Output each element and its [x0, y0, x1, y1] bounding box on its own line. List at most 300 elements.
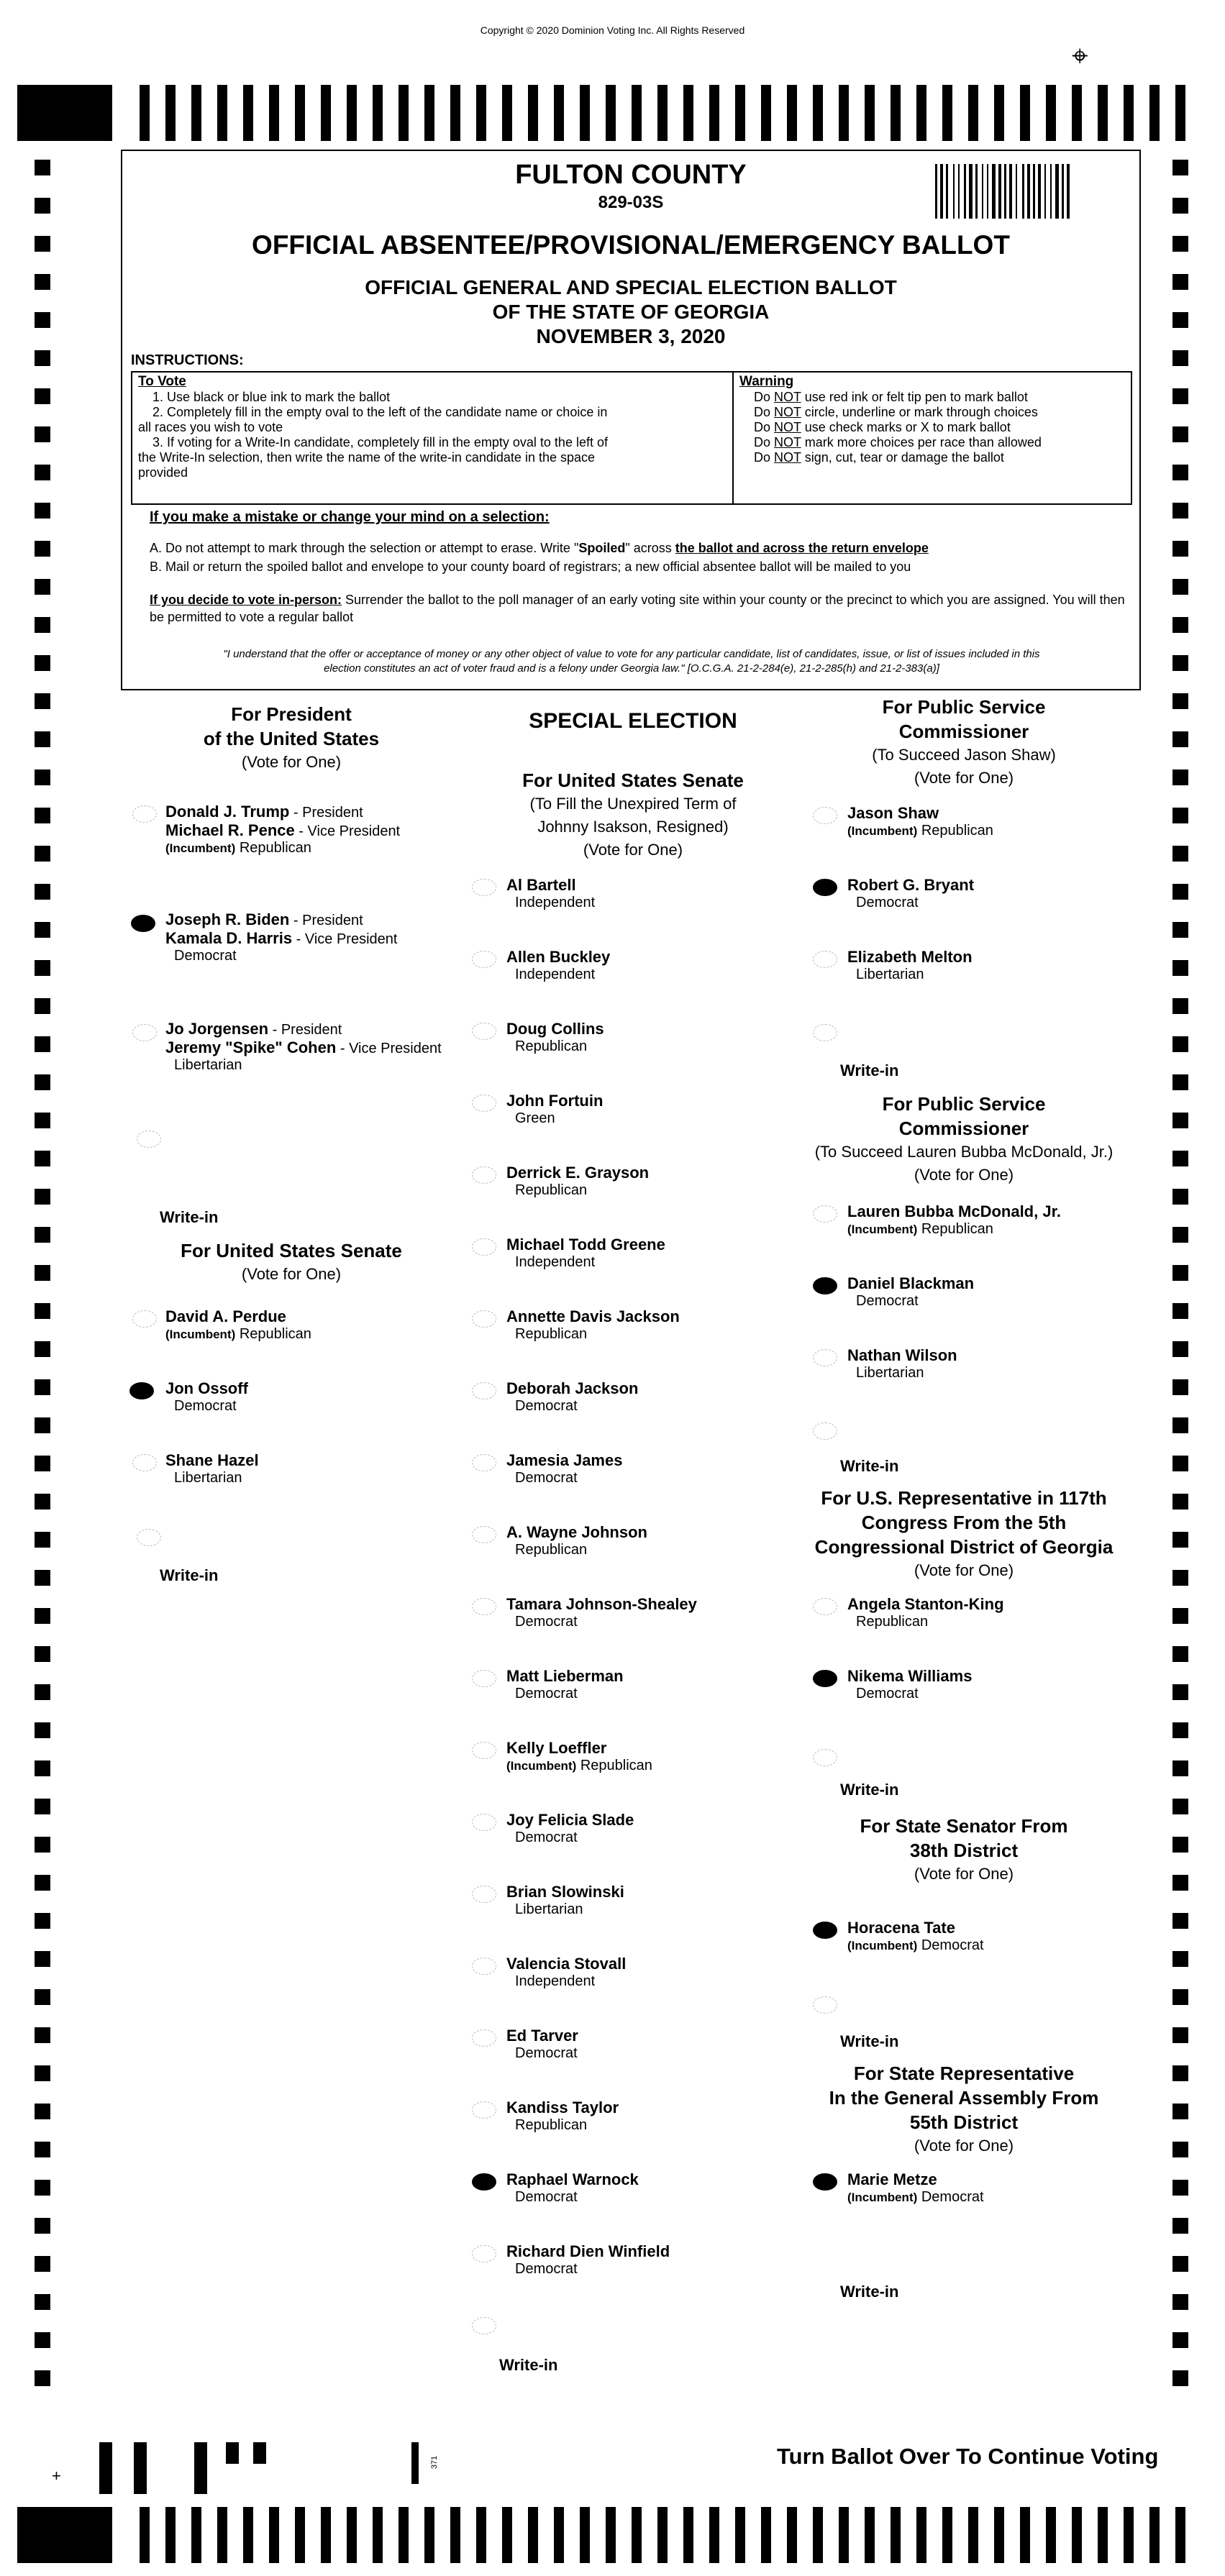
vote-oval[interactable]: [472, 1238, 496, 1256]
write-in-oval[interactable]: [813, 1024, 837, 1041]
election-date: NOVEMBER 3, 2020: [536, 325, 726, 347]
candidate-entry: [506, 1955, 626, 1990]
candidate-party: Independent: [515, 895, 596, 910]
warning-line: [739, 450, 1128, 465]
warning-line: [739, 390, 1128, 405]
race-title: For State Representative: [853, 2063, 1075, 2084]
candidate-name: Marie Metze: [847, 2170, 937, 2188]
candidate-name: Jason Shaw: [847, 804, 939, 822]
race-title: For Public Service: [882, 1093, 1046, 1115]
candidate-role: - Vice President: [292, 931, 398, 947]
timing-mark: [243, 85, 253, 141]
candidate-name: Kelly Loeffler: [506, 1739, 607, 1757]
candidate-entry: [506, 948, 610, 983]
side-timing-mark: [35, 2332, 50, 2348]
candidate-name: Nikema Williams: [847, 1667, 973, 1685]
timing-mark: [373, 85, 383, 141]
write-in-label: Write-in: [840, 1061, 899, 1079]
side-timing-mark: [35, 1113, 50, 1128]
timing-mark: [891, 85, 901, 141]
side-timing-mark: [35, 2104, 50, 2119]
vote-for-label: (Vote for One): [914, 769, 1014, 787]
side-timing-mark: [35, 1265, 50, 1281]
timing-mark: [528, 2507, 538, 2563]
side-timing-mark: [1172, 2218, 1188, 2234]
vote-oval[interactable]: [132, 805, 157, 823]
vote-oval[interactable]: [472, 1742, 496, 1759]
timing-mark: [657, 85, 668, 141]
side-timing-mark: [1172, 2027, 1188, 2043]
vote-oval[interactable]: [132, 1310, 157, 1328]
side-timing-mark: [35, 1646, 50, 1662]
candidate-entry: [506, 1020, 604, 1055]
vote-oval[interactable]: [472, 1598, 496, 1615]
timing-mark: [787, 85, 797, 141]
candidate-party: Republican: [917, 823, 993, 839]
side-timing-mark: [1172, 2065, 1188, 2081]
vote-oval[interactable]: [472, 1166, 496, 1184]
side-timing-mark: [35, 1570, 50, 1586]
vote-oval-marked[interactable]: [813, 1277, 837, 1294]
candidate-party: Libertarian: [174, 1470, 242, 1486]
timing-mark: [839, 85, 849, 141]
side-timing-mark: [1172, 1722, 1188, 1738]
timing-mark: [373, 2507, 383, 2563]
candidate-entry: [506, 2027, 578, 2062]
vote-oval[interactable]: [813, 1349, 837, 1366]
vote-oval[interactable]: [472, 1958, 496, 1975]
candidate-party: Democrat: [917, 2189, 984, 2205]
side-timing-mark: [1172, 846, 1188, 862]
in-person-heading: If you decide to vote in-person:: [150, 593, 342, 607]
candidate-entry: [506, 1595, 697, 1630]
vote-oval-marked[interactable]: [813, 1922, 837, 1939]
side-timing-mark: [1172, 1875, 1188, 1891]
candidate-party: Republican: [515, 1182, 588, 1198]
vote-oval[interactable]: [813, 1598, 837, 1615]
incumbent-label: (Incumbent): [847, 824, 918, 838]
mistake-heading: If you make a mistake or change your mind on a selection:: [150, 509, 550, 525]
write-in-oval[interactable]: [137, 1131, 161, 1148]
candidate-entry: [506, 2098, 619, 2134]
timing-mark: [424, 2507, 434, 2563]
side-timing-mark: [35, 846, 50, 862]
timing-mark: [1149, 85, 1160, 141]
side-timing-mark: [1172, 1570, 1188, 1586]
candidate-name: Al Bartell: [506, 876, 576, 894]
candidate-party: Libertarian: [856, 1365, 924, 1381]
side-timing-mark: [1172, 998, 1188, 1014]
candidate-entry: [847, 1919, 984, 1954]
race-state-rep-header: [798, 2061, 1129, 2157]
race-special-senate-header: [460, 768, 806, 862]
timing-mark: [580, 85, 590, 141]
candidate-name: David A. Perdue: [165, 1307, 286, 1325]
side-timing-mark: [35, 350, 50, 366]
mistake-instruction-a: [150, 541, 929, 556]
vote-oval[interactable]: [472, 1526, 496, 1543]
candidate-entry: [506, 1667, 624, 1702]
side-timing-mark: [1172, 1265, 1188, 1281]
side-timing-mark: [1172, 1799, 1188, 1814]
candidate-party: Democrat: [515, 1686, 578, 1702]
incumbent-label: (Incumbent): [847, 1939, 918, 1952]
legal-notice-line2: election constitutes an act of voter fraud and is a felony under Georgia law." [O.C.G.A. 21-2-284(e), 21-2-285(h) and 21-2-383(a)]: [324, 662, 939, 675]
side-timing-mark: [1172, 1989, 1188, 2005]
candidate-party: Libertarian: [856, 967, 924, 982]
side-timing-mark: [1172, 2180, 1188, 2196]
side-timing-mark: [35, 465, 50, 480]
timing-mark: [865, 85, 875, 141]
candidate-entry: [847, 1595, 1004, 1630]
candidate-party: Democrat: [515, 1830, 578, 1845]
write-in-oval[interactable]: [137, 1529, 161, 1546]
timing-mark: [942, 85, 952, 141]
side-timing-mark: [1172, 312, 1188, 328]
side-timing-mark: [35, 2256, 50, 2272]
side-timing-mark: [1172, 198, 1188, 214]
race-psc1-header: [798, 695, 1129, 790]
side-timing-mark: [1172, 1532, 1188, 1548]
warning-section: [739, 374, 1128, 465]
side-timing-mark: [35, 1036, 50, 1052]
candidate-entry: [506, 1883, 624, 1918]
timing-mark: [1098, 85, 1108, 141]
timing-mark: [787, 2507, 797, 2563]
warning-do: Do: [754, 435, 771, 449]
election-title-line1: OFFICIAL GENERAL AND SPECIAL ELECTION BALLOT: [365, 276, 897, 298]
vote-oval[interactable]: [472, 951, 496, 968]
candidate-name: Brian Slowinski: [506, 1883, 624, 1901]
candidate-party: Republican: [515, 2117, 588, 2133]
side-timing-mark: [35, 1989, 50, 2005]
side-timing-mark: [1172, 1417, 1188, 1433]
in-person-instruction: [150, 591, 1128, 626]
vote-for-label: (Vote for One): [241, 753, 342, 771]
timing-mark: [657, 2507, 668, 2563]
side-timing-mark: [1172, 1494, 1188, 1509]
candidate-entry: [847, 804, 993, 839]
candidate-name: Deborah Jackson: [506, 1379, 639, 1397]
candidate-entry: [506, 1307, 680, 1343]
write-in-label: Write-in: [160, 1208, 219, 1226]
timing-mark: [709, 2507, 719, 2563]
timing-mark: [891, 2507, 901, 2563]
timing-mark: [165, 2507, 176, 2563]
barcode: [935, 164, 1122, 219]
warning-do: Do: [754, 390, 771, 404]
candidate-name: Daniel Blackman: [847, 1274, 975, 1292]
side-timing-mark: [1172, 1608, 1188, 1624]
candidate-party: Democrat: [515, 1470, 578, 1486]
vote-oval[interactable]: [472, 2029, 496, 2047]
vote-oval-marked[interactable]: [472, 2173, 496, 2191]
timing-mark: [1175, 85, 1185, 141]
candidate-name: Raphael Warnock: [506, 2170, 639, 2188]
ballot-type-title: OFFICIAL ABSENTEE/PROVISIONAL/EMERGENCY BALLOT: [252, 230, 1010, 260]
race-title: of the United States: [203, 728, 380, 749]
vote-oval[interactable]: [472, 1814, 496, 1831]
vote-oval[interactable]: [472, 2101, 496, 2119]
candidate-entry: [506, 1739, 652, 1774]
timing-mark: [1175, 2507, 1185, 2563]
race-subtitle: (To Succeed Jason Shaw): [872, 746, 1056, 764]
timing-mark: [502, 2507, 512, 2563]
side-timing-mark: [35, 769, 50, 785]
incumbent-label: (Incumbent): [165, 1328, 236, 1341]
side-timing-mark: [35, 1875, 50, 1891]
side-timing-mark: [1172, 236, 1188, 252]
candidate-role: - Vice President: [294, 823, 401, 839]
write-in-oval[interactable]: [813, 1749, 837, 1766]
timing-mark: [424, 85, 434, 141]
candidate-name: Angela Stanton-King: [847, 1595, 1004, 1613]
write-in-label: Write-in: [840, 2032, 899, 2050]
vote-oval[interactable]: [132, 1024, 157, 1041]
race-title: For State Senator From: [860, 1815, 1068, 1837]
side-timing-mark: [35, 236, 50, 252]
candidate-entry: [506, 1164, 649, 1199]
timing-mark: [580, 2507, 590, 2563]
candidate-party: Independent: [515, 1973, 596, 1989]
side-timing-mark: [35, 960, 50, 976]
side-timing-mark: [1172, 2294, 1188, 2310]
side-timing-mark: [35, 617, 50, 633]
candidate-entry: [506, 2170, 639, 2206]
instructions-divider: [732, 371, 734, 505]
candidate-name: Richard Dien Winfield: [506, 2242, 670, 2260]
side-timing-mark: [1172, 922, 1188, 938]
candidate-party: Democrat: [515, 1398, 578, 1414]
side-timing-mark: [1172, 617, 1188, 633]
candidate-name: Horacena Tate: [847, 1919, 955, 1937]
side-timing-mark: [35, 1379, 50, 1395]
write-in-oval[interactable]: [813, 1996, 837, 2014]
timing-mark: [709, 85, 719, 141]
candidate-entry: [847, 1274, 974, 1310]
candidate-entry: [506, 1092, 603, 1127]
timing-mark: [1098, 2507, 1108, 2563]
side-timing-mark: [1172, 1303, 1188, 1319]
write-in-oval[interactable]: [472, 2317, 496, 2334]
incumbent-label: (Incumbent): [165, 841, 236, 855]
vote-oval[interactable]: [132, 1454, 157, 1471]
side-timing-mark: [1172, 1684, 1188, 1700]
candidate-party: Republican: [235, 1326, 311, 1342]
candidate-party: Democrat: [917, 1937, 984, 1953]
side-timing-mark: [1172, 2104, 1188, 2119]
warning-text: use red ink or felt tip pen to mark ballot: [804, 390, 1028, 404]
side-timing-mark: [35, 1189, 50, 1205]
vote-oval[interactable]: [472, 1023, 496, 1040]
side-timing-mark: [1172, 1151, 1188, 1166]
in-person-text: Surrender the ballot to the poll manager of an early voting site within your county or the precinct to which you are assigned. You will then be permitted to vote a regular ballot: [150, 593, 1125, 624]
footer-timing-mark: [253, 2442, 266, 2464]
vote-oval[interactable]: [472, 1454, 496, 1471]
side-timing-mark: [1172, 274, 1188, 290]
vote-oval[interactable]: [472, 1670, 496, 1687]
race-senate-header: [129, 1238, 453, 1286]
candidate-name: Tamara Johnson-Shealey: [506, 1595, 697, 1613]
side-timing-mark: [35, 2218, 50, 2234]
side-timing-mark: [35, 1760, 50, 1776]
race-title: For U.S. Representative in 117th: [821, 1487, 1107, 1509]
vote-oval[interactable]: [472, 1310, 496, 1328]
side-timing-mark: [35, 2294, 50, 2310]
warning-line: [739, 405, 1128, 420]
registration-mark-icon: ⌖: [1072, 40, 1088, 72]
race-title: For United States Senate: [522, 769, 744, 791]
candidate-name: Jeremy "Spike" Cohen: [165, 1038, 337, 1056]
candidate-name: Nathan Wilson: [847, 1346, 957, 1364]
candidate-entry: [847, 1346, 957, 1381]
side-timing-mark: [35, 426, 50, 442]
to-vote-line: 3. If voting for a Write-In candidate, completely fill in the empty oval to the left of: [152, 435, 608, 449]
timing-mark: [217, 2507, 227, 2563]
timing-mark: [865, 2507, 875, 2563]
side-timing-mark: [35, 274, 50, 290]
vote-oval[interactable]: [813, 951, 837, 968]
candidate-name: Doug Collins: [506, 1020, 604, 1038]
side-timing-mark: [35, 1303, 50, 1319]
bottom-timing-marks: [0, 2507, 1225, 2563]
side-timing-mark: [35, 1417, 50, 1433]
vote-oval[interactable]: [472, 879, 496, 896]
candidate-entry: [165, 1451, 259, 1486]
vote-oval[interactable]: [472, 1886, 496, 1903]
ballot-code: 371: [430, 2455, 440, 2470]
race-title: 55th District: [909, 2111, 1019, 2133]
race-title: In the General Assembly From: [829, 2087, 1099, 2109]
timing-mark: [321, 2507, 331, 2563]
timing-mark: [1020, 85, 1030, 141]
candidate-party: Republican: [515, 1326, 588, 1342]
timing-mark: [683, 85, 693, 141]
candidate-party: Independent: [515, 967, 596, 982]
vote-oval[interactable]: [472, 1095, 496, 1112]
side-timing-mark: [1172, 426, 1188, 442]
candidate-party: Republican: [515, 1038, 588, 1054]
candidate-party: Republican: [235, 840, 311, 856]
timing-mark: [502, 85, 512, 141]
vote-oval-marked[interactable]: [129, 1382, 154, 1399]
candidate-party: Democrat: [174, 1398, 237, 1414]
candidate-party: Democrat: [856, 1293, 919, 1309]
election-title-line2: OF THE STATE OF GEORGIA: [492, 301, 770, 323]
timing-mark: [761, 85, 771, 141]
copyright-notice: Copyright © 2020 Dominion Voting Inc. All Rights Reserved: [480, 24, 745, 36]
timing-mark: [1020, 2507, 1030, 2563]
candidate-role: - President: [289, 913, 363, 928]
timing-mark: [761, 2507, 771, 2563]
candidate-entry: [506, 1811, 634, 1846]
footer-timing-mark: [99, 2442, 112, 2494]
candidate-entry: [506, 1451, 622, 1486]
warning-text: circle, underline or mark through choices: [804, 405, 1038, 419]
side-timing-mark: [35, 2065, 50, 2081]
warning-do: Do: [754, 450, 771, 465]
timing-mark: [994, 85, 1004, 141]
candidate-entry: [847, 1667, 972, 1702]
side-timing-mark: [1172, 1646, 1188, 1662]
county-title: FULTON COUNTY: [515, 160, 747, 190]
side-timing-mark: [1172, 960, 1188, 976]
vote-oval-marked[interactable]: [813, 879, 837, 896]
side-timing-mark: [1172, 1113, 1188, 1128]
vote-oval[interactable]: [813, 1205, 837, 1223]
candidate-party: Green: [515, 1110, 555, 1126]
timing-mark: [683, 2507, 693, 2563]
turn-over-instruction: Turn Ballot Over To Continue Voting: [777, 2444, 1159, 2469]
candidate-entry: [165, 1020, 442, 1074]
candidate-name: Joseph R. Biden: [165, 910, 290, 928]
mistake-a-mid: " across: [625, 541, 675, 555]
timing-mark: [1124, 85, 1134, 141]
candidate-name: Elizabeth Melton: [847, 948, 973, 966]
side-timing-mark: [35, 2370, 50, 2386]
vote-oval[interactable]: [472, 2245, 496, 2262]
candidate-party: Libertarian: [515, 1901, 583, 1917]
candidate-entry: [847, 948, 973, 983]
side-timing-mark: [1172, 388, 1188, 404]
mistake-a-text: A. Do not attempt to mark through the selection or attempt to erase. Write ": [150, 541, 579, 555]
candidate-party: Republican: [515, 1542, 588, 1558]
side-timing-mark: [1172, 1074, 1188, 1090]
timing-mark: [399, 2507, 409, 2563]
write-in-oval[interactable]: [813, 1422, 837, 1440]
timing-mark: [813, 2507, 823, 2563]
side-timing-mark: [1172, 731, 1188, 747]
side-timing-mark: [35, 2027, 50, 2043]
side-timing-mark: [35, 1341, 50, 1357]
vote-oval-marked[interactable]: [131, 915, 155, 932]
candidate-entry: [165, 803, 400, 857]
timing-mark: [321, 85, 331, 141]
timing-mark: [813, 85, 823, 141]
side-timing-mark: [1172, 1189, 1188, 1205]
candidate-party: Republican: [576, 1758, 652, 1773]
candidate-name: A. Wayne Johnson: [506, 1523, 647, 1541]
candidate-entry: [506, 2242, 670, 2278]
side-timing-mark: [35, 1151, 50, 1166]
vote-oval[interactable]: [472, 1382, 496, 1399]
timing-mark: [217, 85, 227, 141]
timing-mark: [554, 2507, 564, 2563]
side-timing-mark: [35, 2142, 50, 2157]
precinct-code: 829-03S: [598, 193, 664, 212]
candidate-party: Democrat: [515, 2045, 578, 2061]
side-timing-mark: [1172, 1341, 1188, 1357]
race-house-header: [798, 1486, 1129, 1582]
side-timing-mark: [35, 2180, 50, 2196]
race-title: Commissioner: [898, 1118, 1029, 1139]
vote-oval-marked[interactable]: [813, 2173, 837, 2191]
warning-heading: Warning: [739, 374, 794, 389]
vote-oval-marked[interactable]: [813, 1670, 837, 1687]
side-timing-mark: [1172, 2370, 1188, 2386]
timing-mark: [476, 2507, 486, 2563]
vote-oval[interactable]: [813, 807, 837, 824]
to-vote-heading: To Vote: [138, 374, 186, 389]
side-timing-mark: [35, 808, 50, 823]
incumbent-label: (Incumbent): [847, 2191, 918, 2204]
timing-mark: [1072, 85, 1082, 141]
timing-mark: [140, 85, 150, 141]
footer-timing-mark: [226, 2442, 239, 2464]
warning-not: NOT: [774, 420, 801, 434]
side-timing-mark: [35, 1837, 50, 1853]
candidate-name: Derrick E. Grayson: [506, 1164, 650, 1182]
